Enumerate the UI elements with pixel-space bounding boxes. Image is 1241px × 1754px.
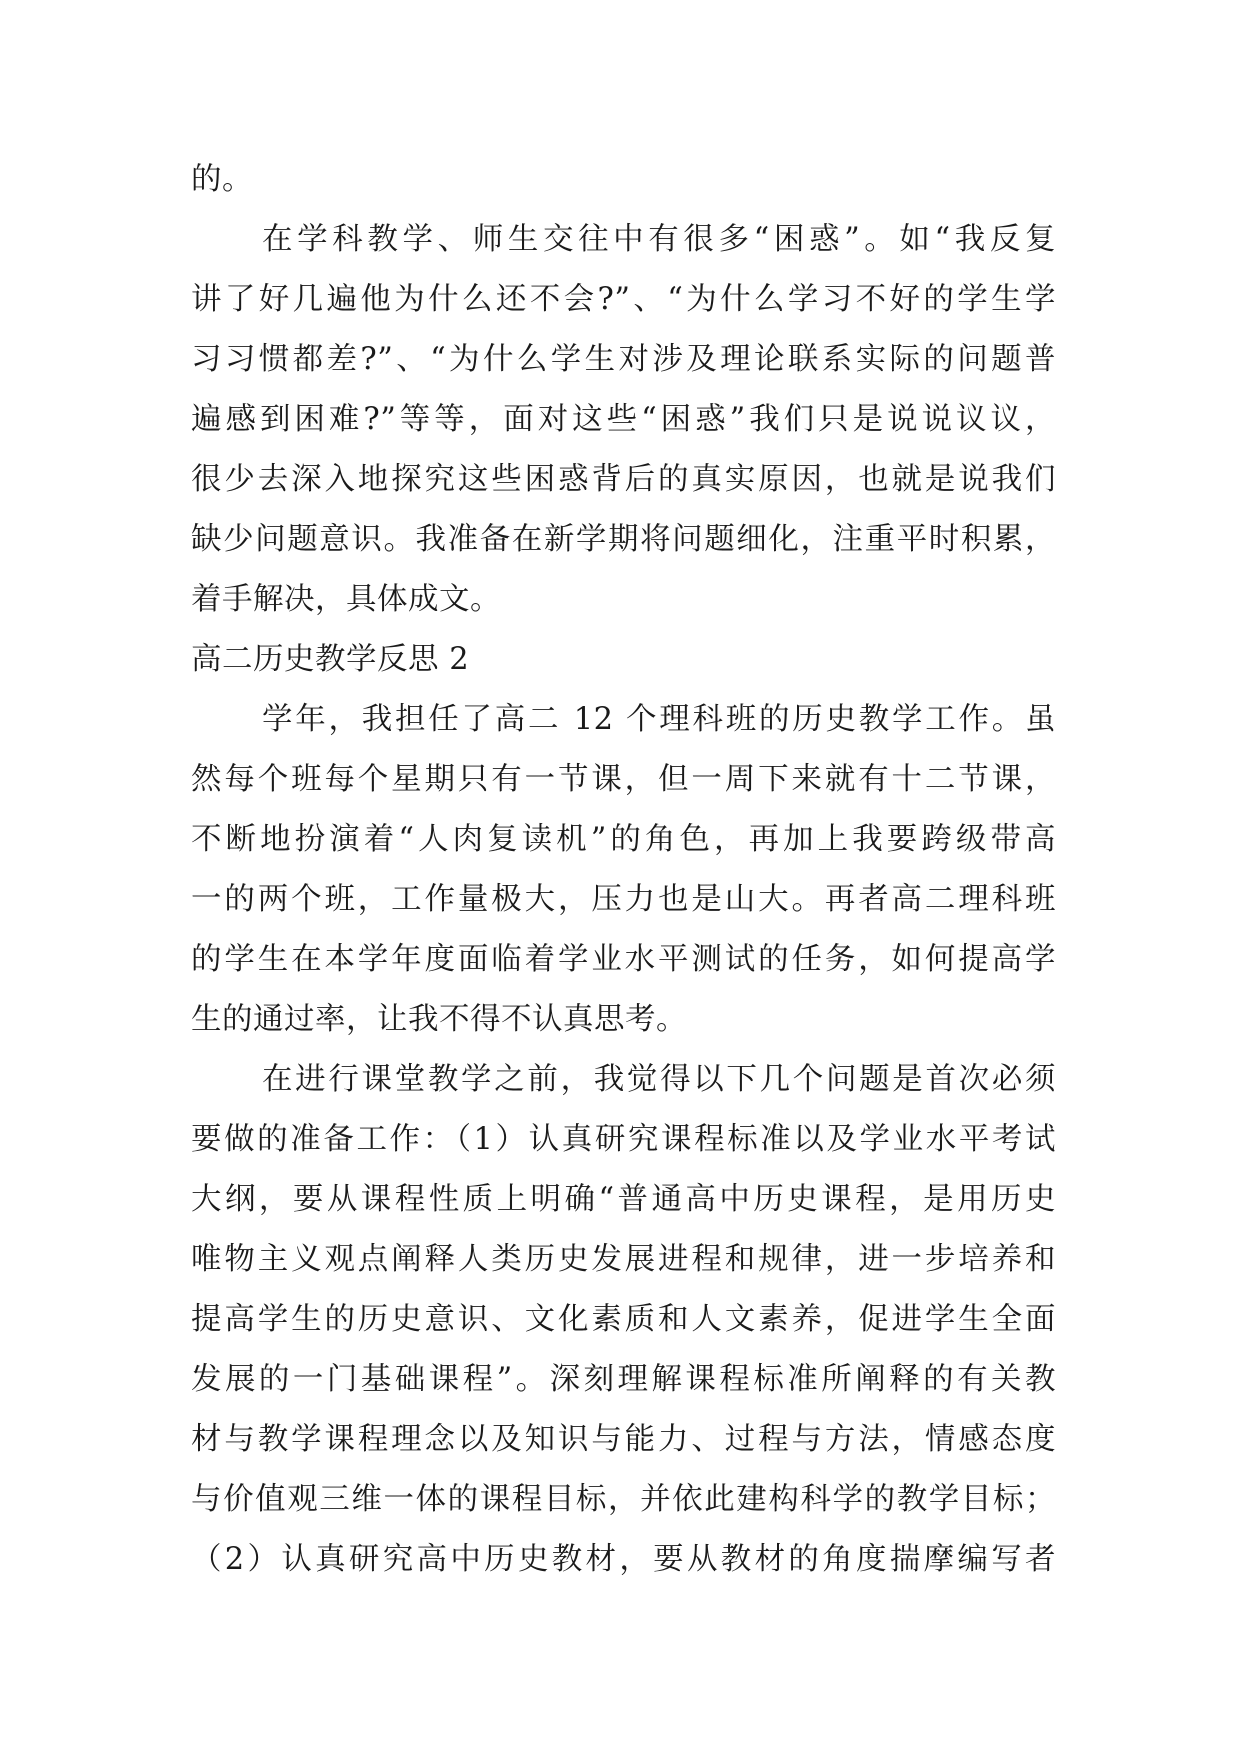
paragraph-line: 的学生在本学年度面临着学业水平测试的任务，如何提高学: [191, 942, 1056, 977]
paragraph-line: 学年，我担任了高二 12 个理科班的历史教学工作。虽: [262, 702, 1056, 737]
paragraph-line: 提高学生的历史意识、文化素质和人文素养，促进学生全面: [191, 1302, 1056, 1337]
paragraph-line: 生的通过率，让我不得不认真思考。: [191, 1002, 687, 1037]
paragraph-line: 然每个班每个星期只有一节课，但一周下来就有十二节课，: [191, 762, 1056, 797]
paragraph-line: 发展的一门基础课程”。深刻理解课程标准所阐释的有关教: [191, 1362, 1056, 1397]
paragraph-line: 讲了好几遍他为什么还不会?”、“为什么学习不好的学生学: [191, 282, 1056, 317]
paragraph-line: 要做的准备工作：（1）认真研究课程标准以及学业水平考试: [191, 1122, 1056, 1157]
paragraph-line: 的。: [191, 162, 253, 197]
paragraph-line: 在学科教学、师生交往中有很多“困惑”。如“我反复: [262, 222, 1056, 257]
paragraph-line: 唯物主义观点阐释人类历史发展进程和规律，进一步培养和: [191, 1242, 1056, 1277]
paragraph-line: 着手解决，具体成文。: [191, 582, 501, 617]
paragraph-line: 与价值观三维一体的课程目标，并依此建构科学的教学目标；: [191, 1482, 1056, 1517]
paragraph-line: 习习惯都差?”、“为什么学生对涉及理论联系实际的问题普: [191, 342, 1056, 377]
paragraph-line: 不断地扮演着“人肉复读机”的角色，再加上我要跨级带高: [191, 822, 1056, 857]
document-body: [191, 150, 1056, 1590]
paragraph-line: 材与教学课程理念以及知识与能力、过程与方法，情感态度: [191, 1422, 1056, 1457]
paragraph-line: （2）认真研究高中历史教材，要从教材的角度揣摩编写者: [191, 1542, 1056, 1577]
section-heading: 高二历史教学反思 2: [191, 642, 470, 677]
paragraph-line: 很少去深入地探究这些困惑背后的真实原因，也就是说我们: [191, 462, 1056, 497]
paragraph-line: 大纲，要从课程性质上明确“普通高中历史课程，是用历史: [191, 1182, 1056, 1217]
paragraph-line: 缺少问题意识。我准备在新学期将问题细化，注重平时积累，: [191, 522, 1056, 557]
paragraph-line: 一的两个班，工作量极大，压力也是山大。再者高二理科班: [191, 882, 1056, 917]
paragraph-line: 遍感到困难?”等等，面对这些“困惑”我们只是说说议议，: [191, 402, 1056, 437]
paragraph-line: 在进行课堂教学之前，我觉得以下几个问题是首次必须: [262, 1062, 1056, 1097]
